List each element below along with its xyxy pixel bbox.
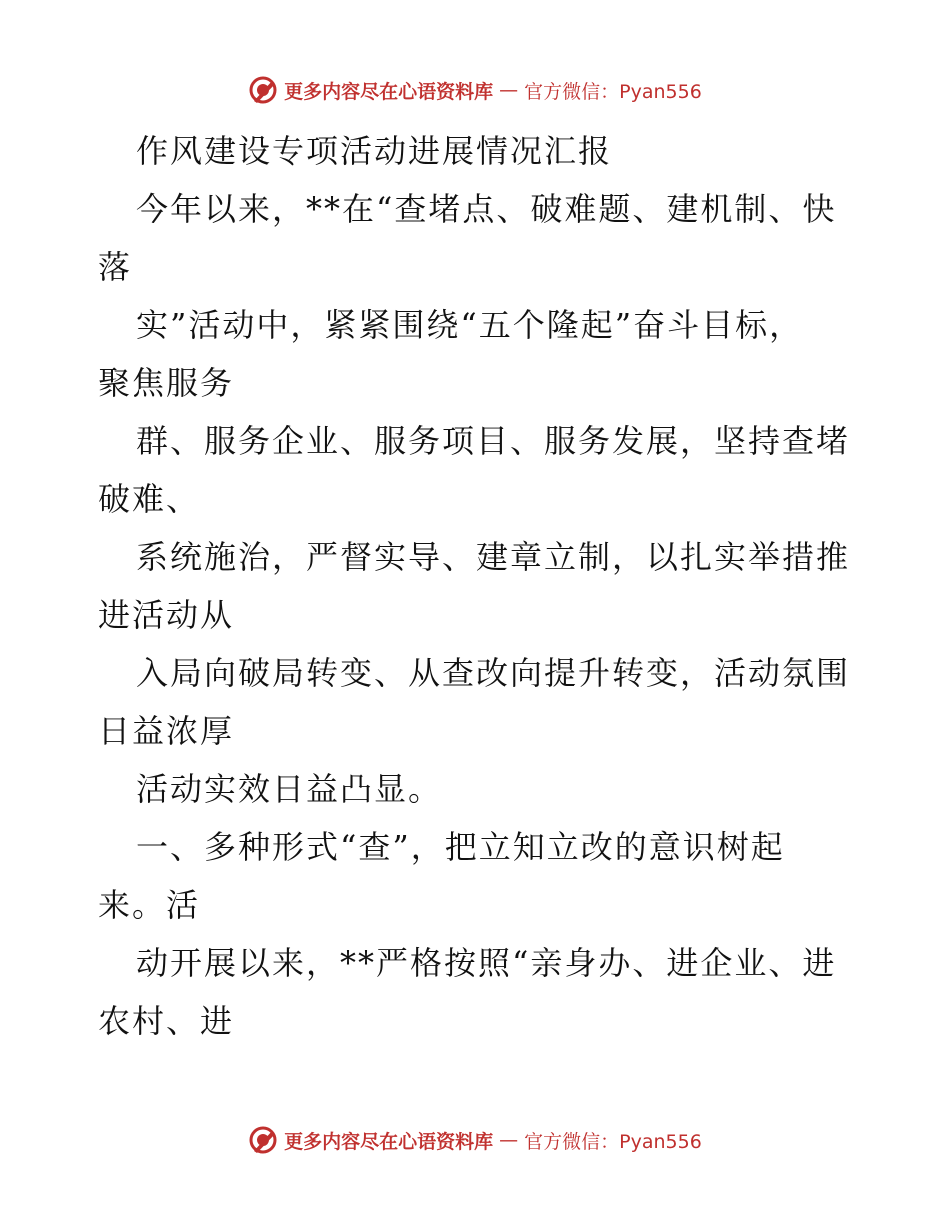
text-line: 活动实效日益凸显。: [136, 770, 443, 808]
watermark-separator: —: [499, 1129, 519, 1151]
text-line: 实”活动中，紧紧围绕“五个隆起”奋斗目标，: [136, 306, 804, 344]
watermark-text: 更多内容尽在心语资料库: [284, 1130, 494, 1153]
text-line: 今年以来，**在“查堵点、破难题、建机制、快: [136, 190, 837, 228]
text-line: 聚焦服务: [98, 364, 235, 402]
watermark-suffix: 官方微信：Pyan556: [524, 80, 702, 103]
text-line: 进活动从: [98, 596, 235, 634]
document-body: [98, 122, 858, 1050]
text-line: 落: [98, 248, 133, 286]
watermark-separator: —: [499, 79, 519, 101]
text-line: 农村、进: [98, 1002, 235, 1040]
pen-logo-icon: [248, 75, 278, 105]
text-line: 日益浓厚: [98, 712, 235, 750]
text-line: 群、服务企业、服务项目、服务发展，坚持查堵: [136, 422, 851, 460]
text-line: 入局向破局转变、从查改向提升转变，活动氛围: [136, 654, 851, 692]
pen-logo-icon: [248, 1125, 278, 1155]
section-heading: 一、多种形式“查”，把立知立改的意识树起: [136, 828, 785, 866]
text-line: 动开展以来，**严格按照“亲身办、进企业、进: [136, 944, 837, 982]
watermark-suffix: 官方微信：Pyan556: [524, 1130, 702, 1153]
footer-watermark: [0, 1120, 950, 1160]
text-line: 破难、: [98, 480, 201, 518]
text-line: 来。活: [98, 886, 201, 924]
header-watermark: [0, 70, 950, 110]
document-title: 作风建设专项活动进展情况汇报: [136, 132, 613, 170]
text-line: 系统施治，严督实导、建章立制，以扎实举措推: [136, 538, 851, 576]
watermark-text: 更多内容尽在心语资料库: [284, 80, 494, 103]
